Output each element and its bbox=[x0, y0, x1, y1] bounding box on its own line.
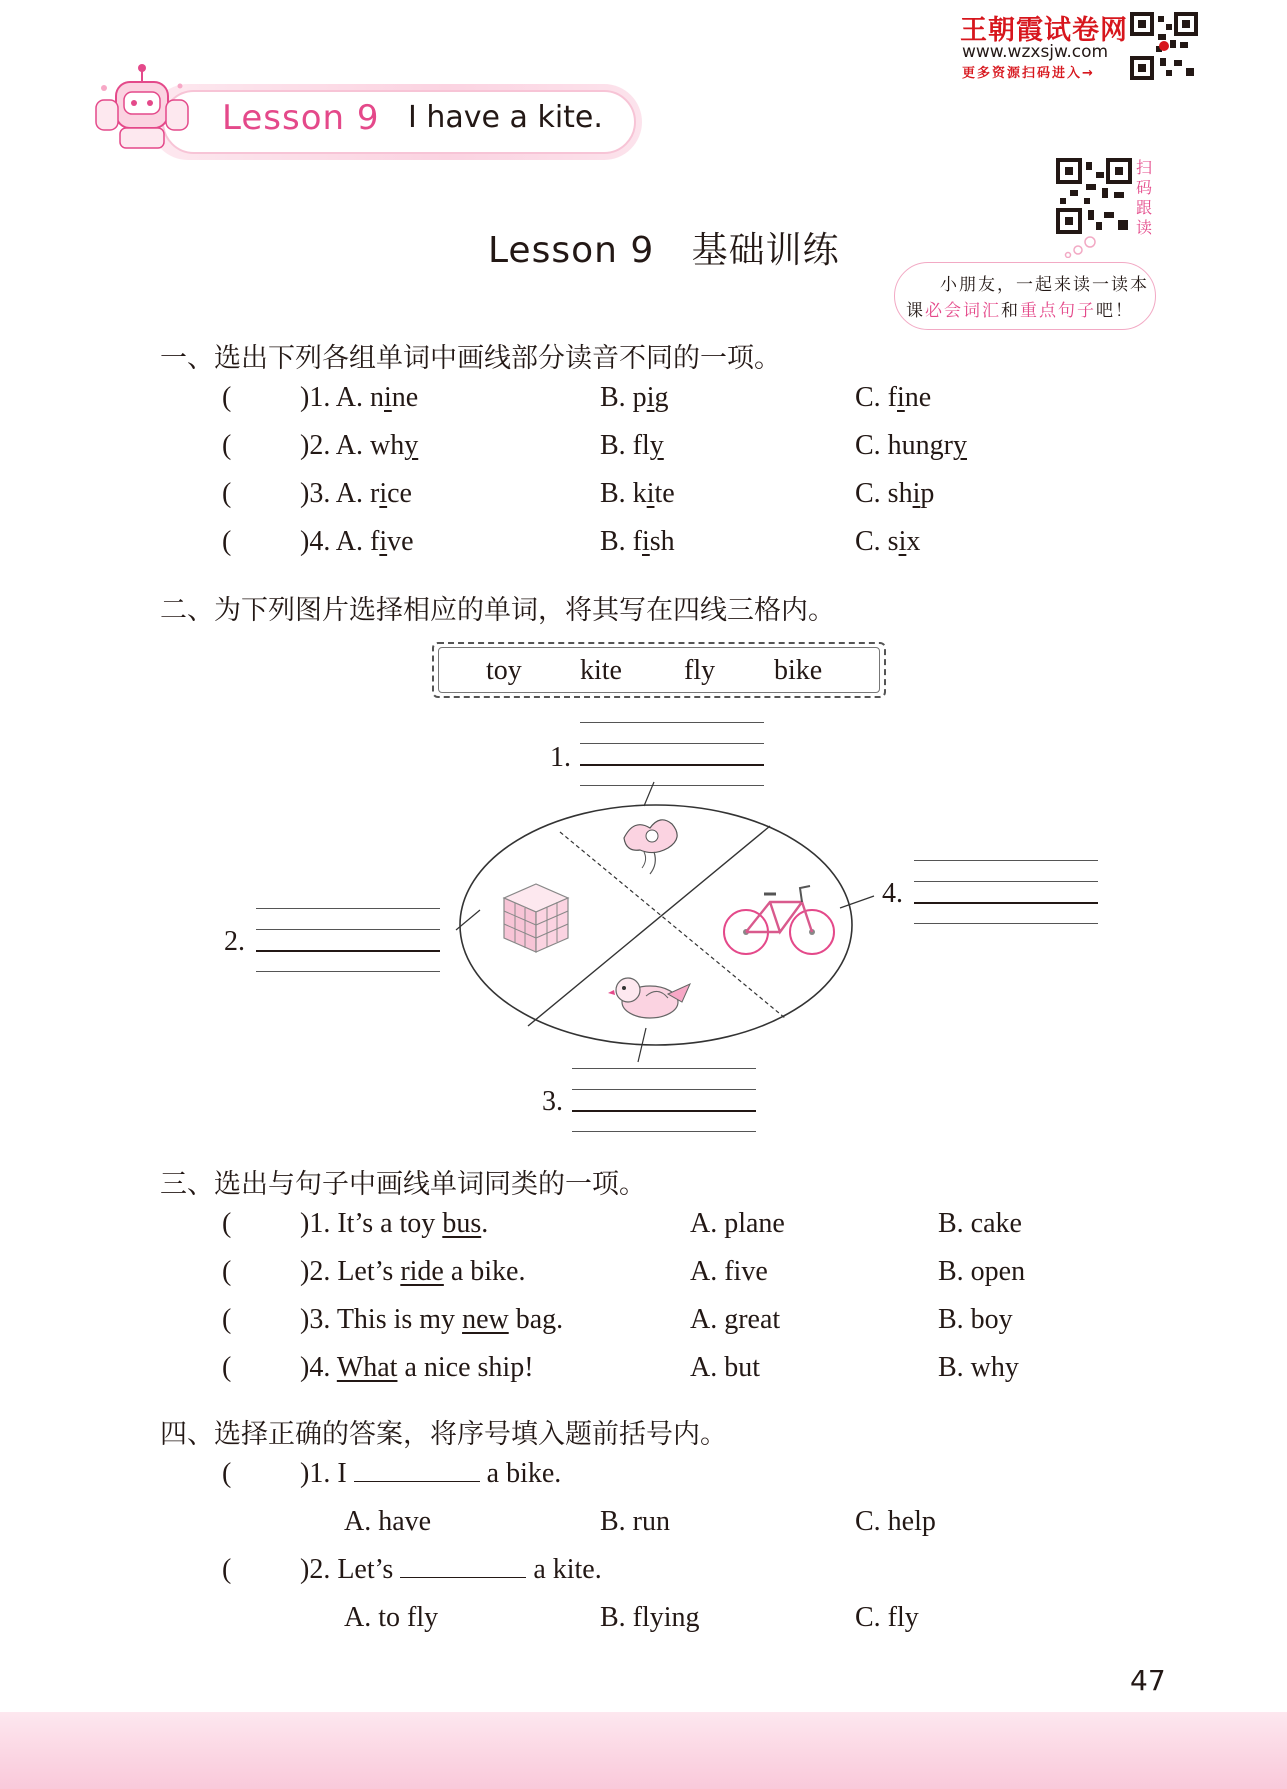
bubble-text-line1: 小朋友，一起来读一读本 bbox=[940, 275, 1149, 294]
text: )4. bbox=[300, 1352, 337, 1383]
footer-band bbox=[0, 1712, 1287, 1789]
writing-lines-1[interactable] bbox=[580, 722, 764, 786]
option-b: B. why bbox=[938, 1352, 1019, 1383]
option-c: C. fly bbox=[855, 1602, 919, 1633]
section2-heading: 二、为下列图片选择相应的单词，将其写在四线三格内。 bbox=[160, 595, 835, 626]
text: ne bbox=[904, 382, 932, 413]
answer-paren[interactable]: ( bbox=[222, 478, 232, 509]
text: a bike. bbox=[486, 1458, 562, 1489]
writing-lines-2[interactable] bbox=[256, 908, 440, 972]
brand-more-link[interactable]: 更多资源扫码进入→ bbox=[962, 66, 1095, 81]
option-a bbox=[300, 526, 414, 558]
sentence bbox=[300, 1256, 525, 1288]
text: a nice ship! bbox=[397, 1352, 534, 1383]
answer-paren[interactable]: ( bbox=[222, 1352, 232, 1383]
bubble-text-line2 bbox=[906, 296, 1134, 321]
underlined-letter: i bbox=[646, 478, 655, 509]
answer-paren[interactable]: ( bbox=[222, 1256, 232, 1287]
answer-paren[interactable]: ( bbox=[222, 382, 232, 413]
text: n bbox=[370, 382, 384, 413]
lesson-number: Lesson 9 bbox=[222, 98, 380, 138]
fill-blank[interactable] bbox=[354, 1458, 480, 1482]
word-bank-word: kite bbox=[580, 655, 622, 686]
option-a: A. great bbox=[690, 1304, 781, 1335]
answer-paren[interactable]: ( bbox=[222, 430, 232, 461]
underlined-letter: i bbox=[379, 526, 388, 557]
qr-code-icon[interactable] bbox=[1130, 12, 1198, 80]
text: x bbox=[906, 526, 921, 557]
option-a bbox=[300, 382, 418, 414]
brand-name: 王朝霞试卷网 bbox=[960, 15, 1128, 46]
underlined-word: ride bbox=[400, 1256, 444, 1287]
text: C. sh bbox=[855, 478, 913, 509]
question-number: )2. A. bbox=[300, 430, 370, 461]
text: r bbox=[370, 478, 380, 509]
answer-paren[interactable]: ( bbox=[222, 1304, 232, 1335]
underlined-letter: i bbox=[912, 478, 921, 509]
bubble-highlight-vocab: 必会词汇 bbox=[925, 301, 1001, 320]
text: )2. Let’s bbox=[300, 1554, 394, 1585]
text: )1. It’s a toy bbox=[300, 1208, 443, 1239]
underlined-letter: i bbox=[897, 382, 905, 413]
word-bank-word: toy bbox=[486, 655, 522, 686]
text: sh bbox=[649, 526, 675, 557]
fill-blank[interactable] bbox=[400, 1554, 526, 1578]
option-a: A. to fly bbox=[344, 1602, 439, 1633]
qr-code-read-icon[interactable] bbox=[1056, 158, 1132, 234]
writing-lines-4[interactable] bbox=[914, 860, 1098, 924]
text: a bike. bbox=[443, 1256, 526, 1287]
bird-picture-icon bbox=[606, 966, 696, 1026]
text: )1. I bbox=[300, 1458, 347, 1489]
text: . bbox=[481, 1208, 489, 1239]
text: p bbox=[920, 478, 935, 509]
text: B. fl bbox=[600, 430, 650, 461]
text: B. f bbox=[600, 526, 642, 557]
text: f bbox=[370, 526, 380, 557]
option-b: B. flying bbox=[600, 1602, 700, 1633]
option-b: B. run bbox=[600, 1506, 670, 1537]
underlined-letter: y bbox=[953, 430, 967, 461]
text: B. p bbox=[600, 382, 647, 413]
blank-label-3: 3. bbox=[542, 1086, 563, 1117]
text: g bbox=[654, 382, 669, 413]
blank-label-4: 4. bbox=[882, 878, 903, 909]
answer-paren[interactable]: ( bbox=[222, 526, 232, 557]
question-stem bbox=[300, 1458, 561, 1490]
lesson-title: I have a kite. bbox=[408, 100, 603, 135]
text: )3. This is my bbox=[300, 1304, 463, 1335]
text: C. f bbox=[855, 382, 897, 413]
blank-label-2: 2. bbox=[224, 926, 245, 957]
underlined-letter: i bbox=[898, 526, 907, 557]
answer-paren[interactable]: ( bbox=[222, 1208, 232, 1239]
text: C. hungr bbox=[855, 430, 953, 461]
underlined-letter: i bbox=[384, 382, 392, 413]
text: ce bbox=[387, 478, 412, 509]
underlined-letter: i bbox=[642, 526, 650, 557]
underlined-letter: i bbox=[646, 382, 655, 413]
word-bank-word: fly bbox=[684, 655, 716, 686]
kite-picture-icon bbox=[614, 808, 694, 878]
question-number: )4. A. bbox=[300, 526, 370, 557]
underlined-letter: y bbox=[404, 430, 419, 461]
question-number: )1. A. bbox=[300, 382, 370, 413]
text: C. s bbox=[855, 526, 899, 557]
text: ve bbox=[387, 526, 414, 557]
underlined-letter: y bbox=[649, 430, 664, 461]
text: )2. Let’s bbox=[300, 1256, 401, 1287]
option-b bbox=[600, 526, 675, 558]
text: B. k bbox=[600, 478, 647, 509]
option-c bbox=[855, 430, 967, 462]
option-c bbox=[855, 382, 931, 414]
option-c bbox=[855, 478, 934, 510]
text: wh bbox=[370, 430, 405, 461]
option-a: A. five bbox=[690, 1256, 768, 1287]
bicycle-picture-icon bbox=[720, 880, 838, 960]
text: a kite. bbox=[533, 1554, 602, 1585]
option-a: A. plane bbox=[690, 1208, 785, 1239]
option-a: A. have bbox=[344, 1506, 432, 1537]
option-b: B. boy bbox=[938, 1304, 1013, 1335]
text: te bbox=[654, 478, 675, 509]
underlined-letter: i bbox=[379, 478, 388, 509]
robot-mascot-icon bbox=[84, 62, 196, 158]
option-c bbox=[855, 526, 920, 558]
section1-heading: 一、选出下列各组单词中画线部分读音不同的一项。 bbox=[160, 343, 781, 374]
word-bank-word: bike bbox=[774, 655, 823, 686]
option-b: B. cake bbox=[938, 1208, 1022, 1239]
option-b bbox=[600, 430, 664, 462]
underlined-word: What bbox=[336, 1352, 398, 1383]
option-b bbox=[600, 478, 675, 510]
page-title: Lesson 9 基础训练 bbox=[488, 230, 840, 271]
option-a bbox=[300, 478, 412, 510]
underlined-word: new bbox=[462, 1304, 509, 1335]
bubble-suffix: 吧！ bbox=[1096, 301, 1134, 320]
option-a: A. but bbox=[690, 1352, 760, 1383]
bubble-prefix: 课 bbox=[906, 301, 925, 320]
scan-to-read-label: 扫码跟读 bbox=[1136, 158, 1153, 237]
answer-paren[interactable]: ( bbox=[222, 1554, 232, 1585]
option-b bbox=[600, 382, 668, 414]
bubble-highlight-sentences: 重点句子 bbox=[1020, 301, 1096, 320]
pointer-1 bbox=[644, 782, 654, 806]
answer-paren[interactable]: ( bbox=[222, 1458, 232, 1489]
page-number: 47 bbox=[1130, 1664, 1166, 1697]
sentence bbox=[300, 1352, 534, 1384]
blank-label-1: 1. bbox=[550, 742, 571, 773]
question-number: )3. A. bbox=[300, 478, 370, 509]
option-a bbox=[300, 430, 418, 462]
sentence bbox=[300, 1304, 563, 1336]
bubble-dots-icon bbox=[1058, 236, 1098, 258]
underlined-word: bus bbox=[442, 1208, 482, 1239]
bubble-mid: 和 bbox=[1001, 301, 1020, 320]
text: bag. bbox=[508, 1304, 564, 1335]
toy-cube-picture-icon bbox=[496, 876, 576, 956]
question-stem bbox=[300, 1554, 602, 1586]
brand-url[interactable]: www.wzxsjw.com bbox=[962, 42, 1109, 62]
option-c: C. help bbox=[855, 1506, 936, 1537]
section3-heading: 三、选出与句子中画线单词同类的一项。 bbox=[160, 1169, 646, 1200]
section4-heading: 四、选择正确的答案，将序号填入题前括号内。 bbox=[160, 1419, 727, 1450]
text: ne bbox=[391, 382, 419, 413]
option-b: B. open bbox=[938, 1256, 1026, 1287]
sentence bbox=[300, 1208, 488, 1240]
